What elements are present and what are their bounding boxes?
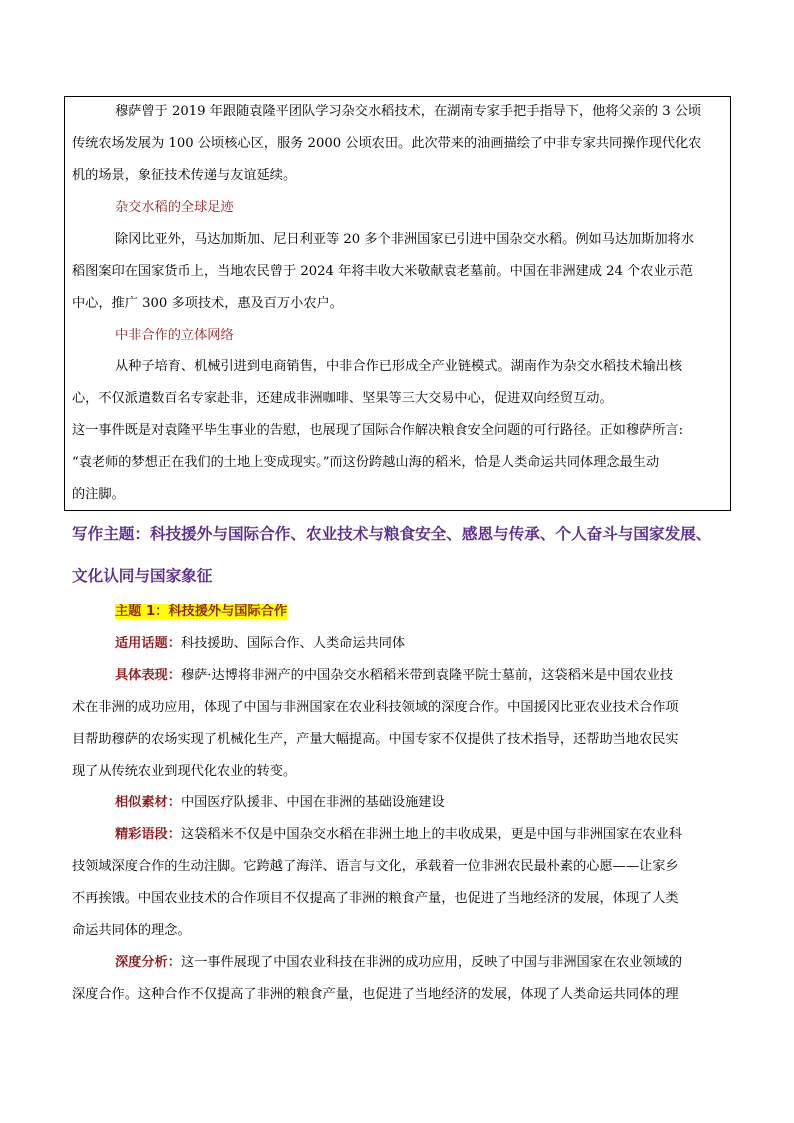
box-text-line: 稻图案印在国家货币上，当地农民曾于 2024 年将丰收大米敬献袁老墓前。中国在非洲建成 24 个农业示范 xyxy=(72,264,693,279)
box-text-line: 的注脚。 xyxy=(72,487,125,502)
box-text-line: 这一事件既是对袁隆平毕生事业的告慰，也展现了国际合作解决粮食安全问题的可行路径。正如穆萨所言: xyxy=(72,423,684,438)
expression-line: 现了从传统农业到现代化农业的转变。 xyxy=(72,764,297,779)
box-subheading: 中非合作的立体网络 xyxy=(115,328,234,343)
topics-text: 科技援助、国际合作、人类命运共同体 xyxy=(180,636,406,651)
analysis-line xyxy=(115,955,682,971)
quote-line: 技领域深度合作的生动注脚。它跨越了海洋、语言与文化，承载着一位非洲农民最朴素的心愿——让家乡 xyxy=(72,859,679,874)
analysis-label: 深度分析： xyxy=(115,955,181,970)
theme-title-highlight: 主题 1：科技援外与国际合作 xyxy=(115,604,288,619)
similar-material-line xyxy=(115,795,445,811)
box-text-line: “袁老师的梦想正在我们的土地上变成现实。”而这份跨越山海的稻米，恰是人类命运共同体理念最生动 xyxy=(72,455,660,470)
box-text-line: 从种子培育、机械引进到电商销售，中非合作已形成全产业链模式。湖南作为杂交水稻技术输出核 xyxy=(115,359,683,374)
box-text-line: 除冈比亚外，马达加斯加、尼日利亚等 20 多个非洲国家已引进中国杂交水稻。例如马达加斯加将水 xyxy=(115,232,695,247)
analysis-text: 这一事件展现了中国农业科技在非洲的成功应用，反映了中国与非洲国家在农业领域的 xyxy=(180,955,683,970)
expression-line xyxy=(115,668,673,684)
expression-line: 术在非洲的成功应用，体现了中国与非洲国家在农业科技领域的深度合作。中国援冈比亚农业技术合作项 xyxy=(72,700,679,715)
expression-line: 目帮助穆萨的农场实现了机械化生产，产量大幅提高。中国专家不仅提供了技术指导，还帮助当地农民实 xyxy=(72,732,679,747)
quote-text: 这袋稻米不仅是中国杂交水稻在非洲土地上的丰收成果，更是中国与非洲国家在农业科 xyxy=(180,827,683,842)
topics-line xyxy=(115,636,405,652)
writing-theme-heading: 写作主题：科技援外与国际合作、农业技术与粮食安全、感恩与传承、个人奋斗与国家发展、 xyxy=(72,525,712,543)
quote-line xyxy=(115,827,682,843)
box-text-line: 中心，推广 300 多项技术，惠及百万小农户。 xyxy=(72,296,343,311)
quote-line: 命运共同体的理念。 xyxy=(72,923,191,938)
topics-label: 适用话题： xyxy=(115,636,181,651)
writing-theme-heading: 文化认同与国家象征 xyxy=(72,567,213,585)
box-text-line: 传统农场发展为 100 公顷核心区，服务 2000 公顷农田。此次带来的油画描绘了中非专家共同操作现代化农 xyxy=(72,136,702,151)
similar-material-label: 相似素材： xyxy=(115,795,181,810)
quote-label: 精彩语段： xyxy=(115,827,181,842)
analysis-line: 深度合作。这种合作不仅提高了非洲的粮食产量，也促进了当地经济的发展，体现了人类命运共同体的理 xyxy=(72,987,679,1002)
quote-line: 不再挨饿。中国农业技术的合作项目不仅提高了非洲的粮食产量，也促进了当地经济的发展，体现了人类 xyxy=(72,891,679,906)
expression-text: 穆萨·达博将非洲产的中国杂交水稻稻米带到袁隆平院士墓前，这袋稻米是中国农业技 xyxy=(180,668,674,683)
box-text-line: 机的场景，象征技术传递与友谊延续。 xyxy=(72,168,297,183)
box-text-line: 穆萨曾于 2019 年跟随袁隆平团队学习杂交水稻技术，在湖南专家手把手指导下，他将父亲的 3 公顷 xyxy=(115,104,702,119)
box-subheading: 杂交水稻的全球足迹 xyxy=(115,200,234,215)
theme-title xyxy=(115,604,287,620)
expression-label: 具体表现： xyxy=(115,668,181,683)
similar-material-text: 中国医疗队援非、中国在非洲的基础设施建设 xyxy=(180,795,445,810)
box-text-line: 心，不仅派遣数百名专家赴非，还建成非洲咖啡、坚果等三大交易中心，促进双向经贸互动。 xyxy=(72,391,613,406)
